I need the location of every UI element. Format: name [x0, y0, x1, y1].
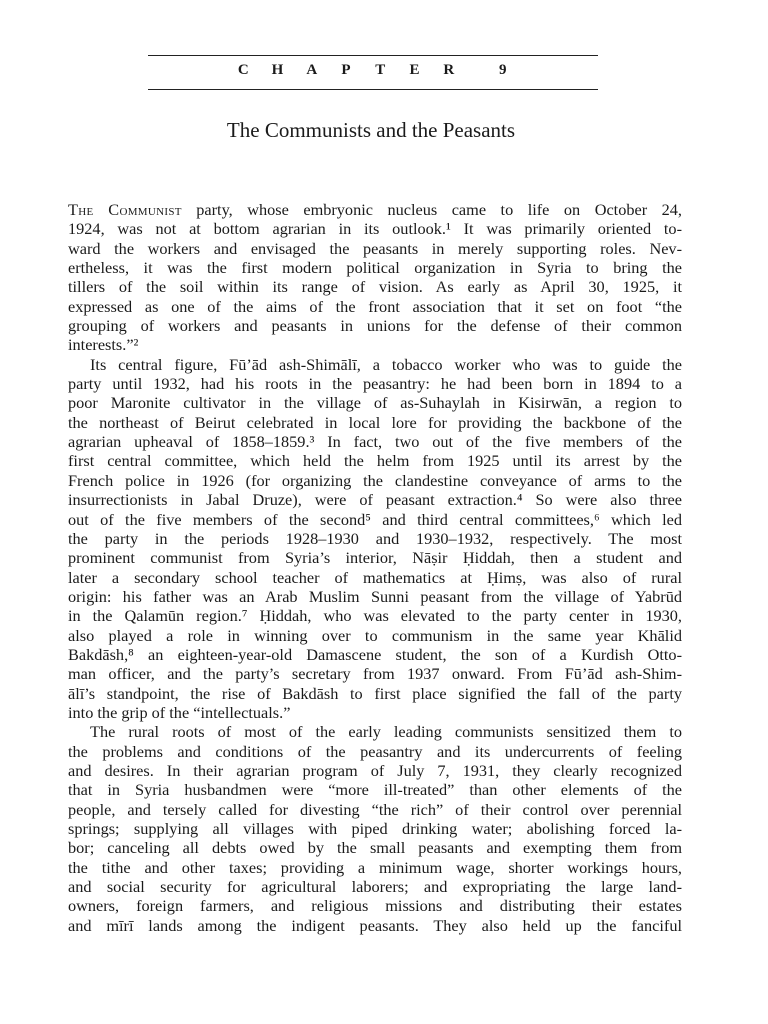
chapter-letter: E	[409, 62, 420, 78]
text-line: man officer, and the party’s secretary from 1937 onward. From Fū’ād ash-Shim-	[68, 664, 682, 684]
text-line: later a secondary school teacher of mathematics at Ḥimṣ, was also of rural	[68, 567, 682, 587]
text-line: and mīrī lands among the indigent peasants. They also held up the fanciful	[68, 915, 682, 935]
text-line: ward the workers and envisaged the peasants in merely supporting roles. Nev-	[68, 238, 682, 258]
text-line: into the grip of the “intellectuals.”	[68, 702, 291, 722]
text-line: party until 1932, had his roots in the peasantry: he had been born in 1894 to a	[68, 374, 682, 394]
text-line: out of the five members of the second⁵ and third central committees,⁶ which led	[68, 509, 682, 529]
text-line: interests.”²	[68, 335, 139, 355]
text-line: agrarian upheaval of 1858–1859.³ In fact, two out of the five members of the	[68, 432, 682, 452]
text-line: owners, foreign farmers, and religious missions and distributing their estates	[68, 896, 682, 916]
text-line: 1924, was not at bottom agrarian in its outlook.¹ It was primarily oriented to-	[68, 219, 682, 239]
chapter-letter: T	[375, 62, 386, 78]
chapter-letter: P	[341, 62, 351, 78]
text-line: expressed as one of the aims of the front association that it set on foot “the	[68, 296, 682, 316]
text-line: the problems and conditions of the peasantry and its undercurrents of feeling	[68, 741, 682, 761]
text-line: in the Qalamūn region.⁷ Ḥiddah, who was elevated to the party center in 1930,	[68, 606, 682, 626]
body-text	[68, 200, 682, 935]
text-line: origin: his father was an Arab Muslim Sunni peasant from the village of Yabrūd	[68, 586, 682, 606]
chapter-letter: H	[271, 62, 284, 78]
text-line: that in Syria husbandmen were “more ill-treated” than other elements of the	[68, 780, 682, 800]
text-line: also played a role in winning over to communism in the same year Khālid	[68, 625, 682, 645]
opening-small-caps: The Communist	[68, 200, 182, 219]
text-line: and desires. In their agrarian program of July 7, 1931, they clearly recognized	[68, 760, 682, 780]
text-line: bor; canceling all debts owed by the small peasants and exempting them from	[68, 838, 682, 858]
text-line: the party in the periods 1928–1930 and 1930–1932, respectively. The most	[68, 528, 682, 548]
text-line: and social security for agricultural laborers; and expropriating the large land-	[68, 877, 682, 897]
text-line: tillers of the soil within its range of vision. As early as April 30, 1925, it	[68, 277, 682, 297]
chapter-number: 9	[499, 62, 507, 78]
text-line: people, and tersely called for divesting “the rich” of their control over perennial	[68, 799, 682, 819]
text-line: grouping of workers and peasants in unions for the defense of their common	[68, 316, 682, 336]
header-rule-bottom	[148, 89, 598, 90]
chapter-title: The Communists and the Peasants	[226, 118, 516, 142]
header-rule-top	[148, 55, 598, 56]
text-line	[68, 200, 682, 219]
text-line: poor Maronite cultivator in the village of as-Suhaylah in Kisirwān, a region to	[68, 393, 682, 413]
chapter-letter: A	[306, 62, 318, 78]
text-line: first central committee, which held the helm from 1925 until its arrest by the	[68, 451, 682, 471]
text-line-content: party, whose embryonic nucleus came to life on October 24,	[181, 200, 682, 219]
text-line: Bakdāsh,⁸ an eighteen-year-old Damascene student, the son of a Kurdish Otto-	[68, 644, 682, 664]
chapter-letter: R	[443, 62, 455, 78]
text-line: insurrectionists in Jabal Druze), were of peasant extraction.⁴ So were also three	[68, 490, 682, 510]
chapter-label	[148, 62, 598, 79]
chapter-letter: C	[237, 62, 249, 78]
text-line: Its central figure, Fū’ād ash-Shimālī, a tobacco worker who was to guide the	[90, 354, 682, 374]
text-line: the northeast of Beirut celebrated in local lore for providing the backbone of the	[68, 412, 682, 432]
text-line: prominent communist from Syria’s interior, Nāṣir Ḥiddah, then a student and	[68, 548, 682, 568]
text-line: ertheless, it was the first modern political organization in Syria to bring the	[68, 258, 682, 278]
text-line: ālī’s standpoint, the rise of Bakdāsh to first place signified the fall of the party	[68, 683, 682, 703]
text-line: French police in 1926 (for organizing the clandestine conveyance of arms to the	[68, 470, 682, 490]
text-line: springs; supplying all villages with piped drinking water; abolishing forced la-	[68, 819, 682, 838]
text-line: The rural roots of most of the early leading communists sensitized them to	[90, 722, 682, 742]
text-line: the tithe and other taxes; providing a minimum wage, shorter workings hours,	[68, 857, 682, 877]
